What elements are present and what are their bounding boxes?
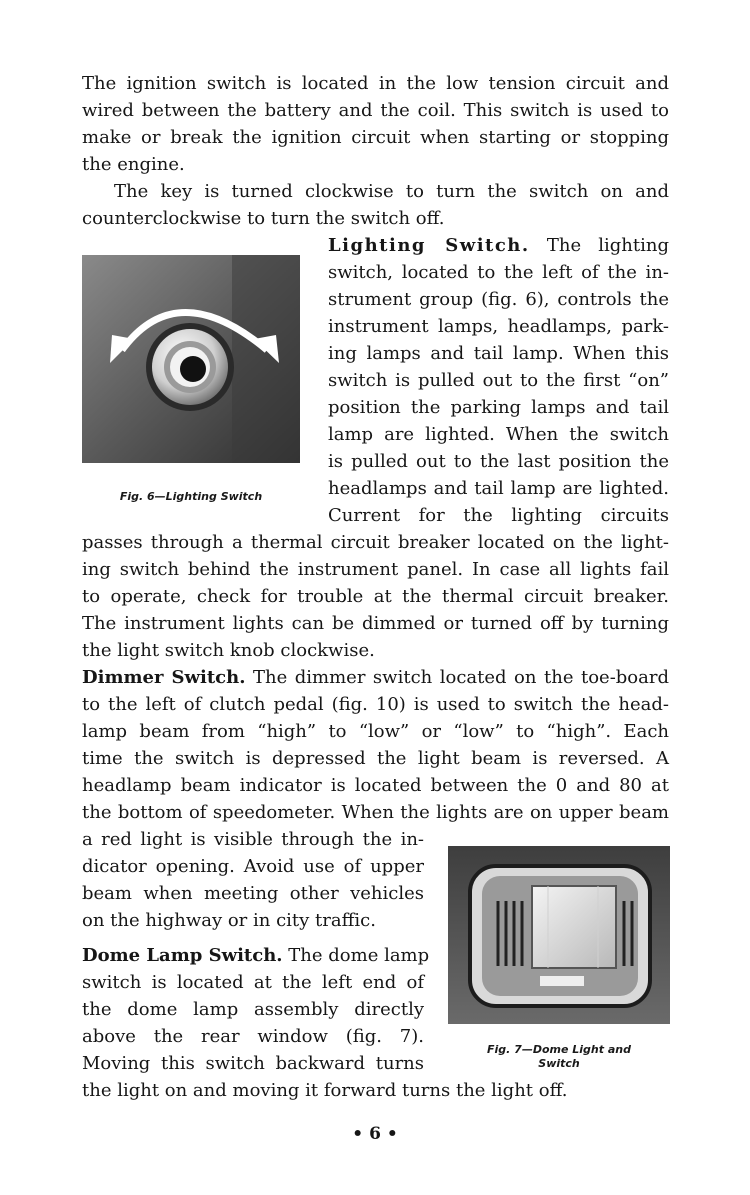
body-line: strument group (fig. 6), controls the bbox=[328, 289, 669, 310]
body-line: lamp are lighted. When the switch bbox=[328, 424, 669, 445]
body-line: dicator opening. Avoid use of upper bbox=[82, 856, 424, 877]
figure-6-caption: Fig. 6—Lighting Switch bbox=[119, 490, 263, 503]
page-number: • 6 • bbox=[352, 1124, 398, 1144]
body-line: the light on and moving it forward turns the light off. bbox=[82, 1080, 568, 1101]
body-line: headlamps and tail lamp are lighted. bbox=[328, 478, 669, 499]
body-line: beam when meeting other vehicles bbox=[82, 883, 424, 904]
body-line: time the switch is depressed the light beam is reversed. A bbox=[82, 748, 669, 769]
body-line: headlamp beam indicator is located between the 0 and 80 at bbox=[82, 775, 669, 796]
body-line: switch is pulled out to the first “on” bbox=[328, 370, 669, 391]
body-line: ing lamps and tail lamp. When this bbox=[328, 343, 669, 364]
body-line: switch is located at the left end of bbox=[82, 972, 424, 993]
dome-first-rest: The dome lamp bbox=[288, 945, 430, 966]
body-line: The key is turned clockwise to turn the switch on and bbox=[114, 181, 669, 202]
body-line: Current for the lighting circuits bbox=[328, 505, 669, 526]
body-line: switch, located to the left of the in- bbox=[328, 262, 669, 283]
dimmer-line bbox=[82, 664, 669, 691]
body-line: The ignition switch is located in the low tension circuit and bbox=[82, 73, 669, 94]
body-line: to operate, check for trouble at the thermal circuit breaker. bbox=[82, 586, 669, 607]
lighting-switch-photo bbox=[82, 255, 300, 463]
body-line: the light switch knob clockwise. bbox=[82, 640, 375, 661]
figure-7-caption bbox=[448, 1043, 670, 1071]
body-line: the engine. bbox=[82, 154, 185, 175]
lighting-switch-heading: Lighting Switch. bbox=[328, 235, 530, 256]
body-line: the bottom of speedometer. When the lights are on upper beam bbox=[82, 802, 669, 823]
dimmer-first-rest: The dimmer switch located on the toe-board bbox=[253, 667, 669, 688]
body-line: to the left of clutch pedal (fig. 10) is used to switch the head- bbox=[82, 694, 669, 715]
body-line: Moving this switch backward turns bbox=[82, 1053, 424, 1074]
body-line: on the highway or in city traffic. bbox=[82, 910, 376, 931]
figure-7-caption-line: Fig. 7—Dome Light and bbox=[487, 1043, 631, 1056]
body-line: is pulled out to the last position the bbox=[328, 451, 669, 472]
body-line: above the rear window (fig. 7). bbox=[82, 1026, 424, 1047]
dome-lamp-switch-heading: Dome Lamp Switch. bbox=[82, 945, 283, 966]
lighting-line bbox=[328, 232, 669, 259]
body-line: a red light is visible through the in- bbox=[82, 829, 424, 850]
body-line: instrument lamps, headlamps, park- bbox=[328, 316, 669, 337]
body-line: The instrument lights can be dimmed or turned off by turning bbox=[82, 613, 669, 634]
body-line: counterclockwise to turn the switch off. bbox=[82, 208, 445, 229]
body-line: ing switch behind the instrument panel. In case all lights fail bbox=[82, 559, 669, 580]
body-line: make or break the ignition circuit when starting or stopping bbox=[82, 127, 669, 148]
dimmer-switch-heading: Dimmer Switch. bbox=[82, 667, 246, 688]
figure-7-caption-line: Switch bbox=[538, 1057, 580, 1070]
body-line: passes through a thermal circuit breaker located on the light- bbox=[82, 532, 669, 553]
dome-line bbox=[82, 942, 430, 969]
dome-light-photo bbox=[448, 846, 670, 1024]
body-line: lamp beam from “high” to “low” or “low” to “high”. Each bbox=[82, 721, 669, 742]
body-line: the dome lamp assembly directly bbox=[82, 999, 424, 1020]
lighting-first-rest: The lighting bbox=[546, 235, 669, 256]
body-line: wired between the battery and the coil. This switch is used to bbox=[82, 100, 669, 121]
body-line: position the parking lamps and tail bbox=[328, 397, 669, 418]
